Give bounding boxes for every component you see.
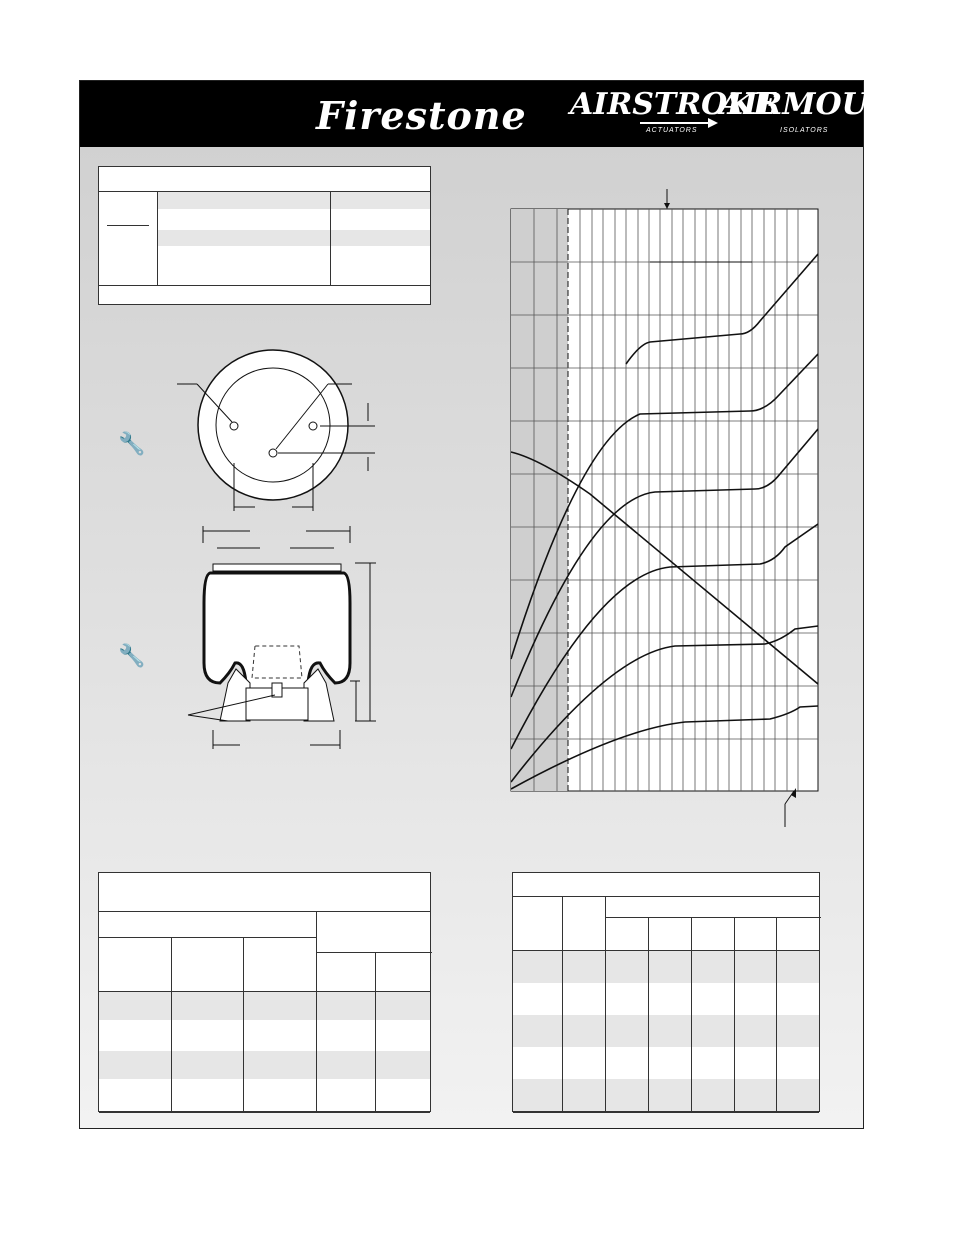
wrench-icon: 🔧 xyxy=(118,431,146,456)
datasheet-page xyxy=(79,80,918,1129)
header-bar xyxy=(80,81,918,147)
characteristics-chart xyxy=(500,189,830,849)
firestone-logo: Firestone xyxy=(316,93,527,138)
airstroke-logo: AIRSTROKE xyxy=(570,87,777,122)
spec-table xyxy=(98,166,431,305)
table-left xyxy=(98,872,431,1112)
table-right xyxy=(512,872,820,1112)
airstroke-subtitle: ACTUATORS xyxy=(646,127,698,134)
airmount-logo: AIRMOUNT xyxy=(720,87,918,122)
airspring-drawing xyxy=(180,343,480,763)
airmount-subtitle: ISOLATORS xyxy=(780,127,829,134)
wrench-icon: 🔧 xyxy=(118,643,146,668)
arrow-icon xyxy=(80,81,865,147)
